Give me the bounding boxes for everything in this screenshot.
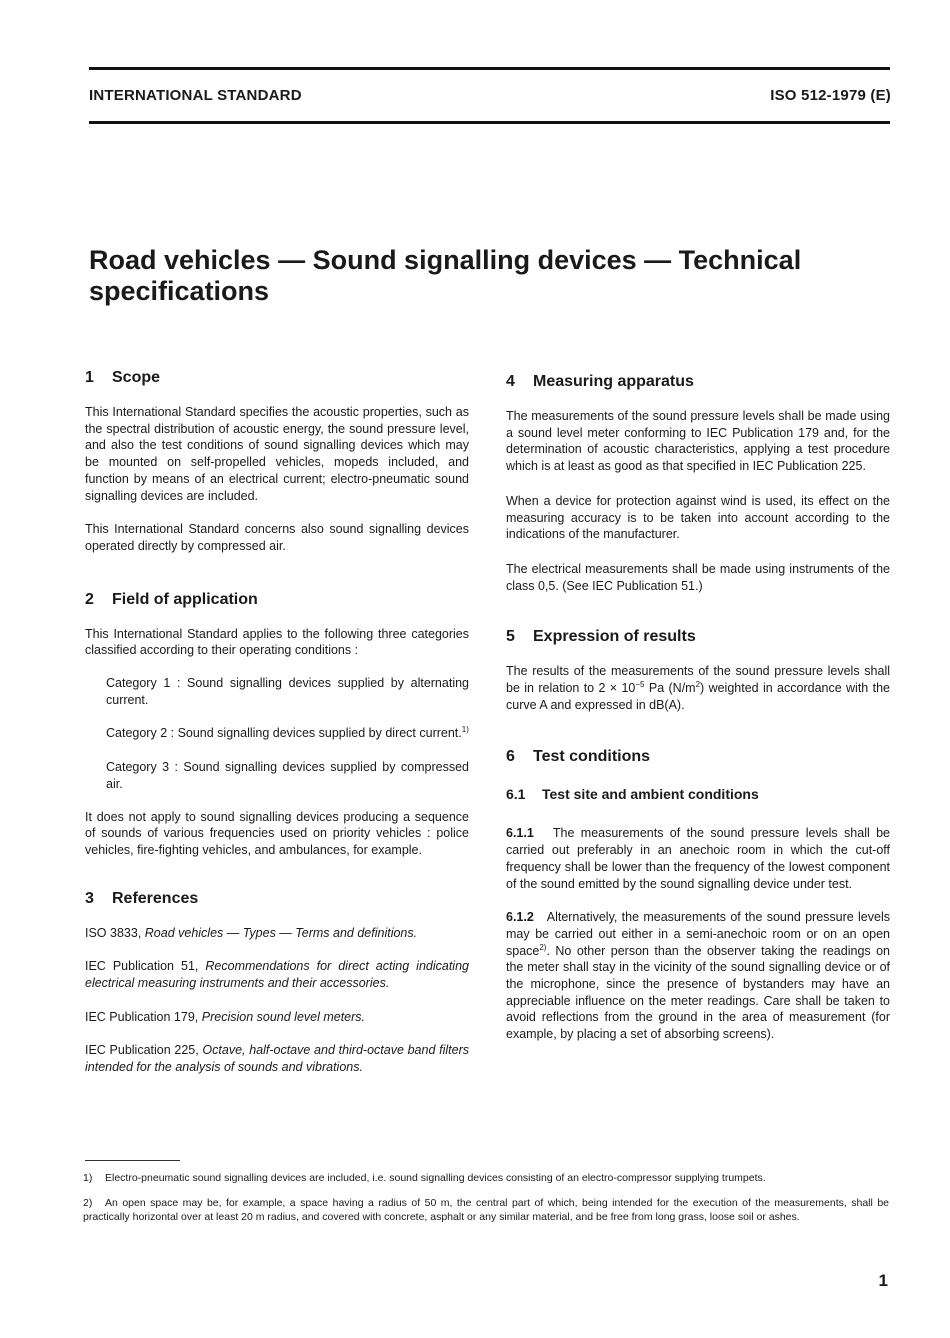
section-3-heading xyxy=(85,889,469,909)
section-6-heading xyxy=(506,747,890,767)
document-type-label: INTERNATIONAL STANDARD xyxy=(89,87,302,104)
category-2-text: Category 2 : Sound signalling devices supplied by direct current. xyxy=(106,726,462,741)
section-title: Field of application xyxy=(112,590,258,608)
apparatus-paragraph-3: The electrical measurements shall be made using instruments of the class 0,5. (See IEC Publication 51.) xyxy=(506,561,890,593)
section-1-heading xyxy=(85,368,469,388)
document-title: Road vehicles — Sound signalling devices — Technical specifications xyxy=(89,245,802,306)
section-title: Expression of results xyxy=(533,628,696,646)
reference-iec-225: IEC Publication 225, Octave, half-octave and third-octave band filters intended for the analysis of sounds and vibrations. xyxy=(85,1043,469,1075)
field-intro: This International Standard applies to the following three categories classified according to their operating conditions : xyxy=(85,626,469,658)
category-1: Category 1 : Sound signalling devices supplied by alternating current. xyxy=(106,676,469,707)
category-2 xyxy=(85,725,469,742)
footnote-ref-2: 2) xyxy=(539,942,547,952)
section-number: 2 xyxy=(85,590,94,608)
right-column xyxy=(506,372,890,1043)
clause-number: 6.1.2 xyxy=(506,910,534,925)
section-number: 4 xyxy=(506,373,515,390)
reference-iec-179: IEC Publication 179, Precision sound level meters. xyxy=(85,1009,366,1024)
left-column xyxy=(85,368,469,1076)
footnote-1: 1) Electro-pneumatic sound signalling devices are included, i.e. sound signalling devices consisting of an electro-compressor supplying trumpets. xyxy=(83,1172,766,1184)
section-number: 1 xyxy=(85,369,94,386)
section-title: Test conditions xyxy=(533,748,651,766)
apparatus-paragraph-2: When a device for protection against wind is used, its effect on the measuring accuracy is to be taken into account according to the indications of the manufacturer. xyxy=(506,493,890,542)
page-number: 1 xyxy=(878,1271,888,1290)
clause-number: 6.1.1 xyxy=(506,826,534,841)
subsection-title: Test site and ambient conditions xyxy=(542,786,759,803)
scope-paragraph-1: This International Standard specifies the acoustic properties, such as the spectral distribution of acoustic energy, the sound pressure level, and also the test conditions of sound signalling devices which may be mounted on self-propelled vehicles, mopeds included, and function by means of an electrical current; electro-pneumatic sound signalling devices are included. xyxy=(85,405,469,503)
header-rule-top xyxy=(89,67,890,70)
apparatus-paragraph-1: The measurements of the sound pressure levels shall be made using a sound level meter conforming to IEC Publication 179 and, for the determination of acoustic characteristics, applying a test procedure which is at least as good as that specified in IEC Publication 225. xyxy=(506,409,890,474)
scope-paragraph-2: This International Standard concerns also sound signalling devices operated directly by compressed air. xyxy=(85,522,469,553)
field-exclusion: It does not apply to sound signalling devices producing a sequence of sounds of various frequencies used on priority vehicles : police vehicles, fire-fighting vehicles, and ambulances, for example. xyxy=(85,809,469,857)
section-number: 3 xyxy=(85,889,94,907)
section-number: 5 xyxy=(506,628,515,646)
section-title: Scope xyxy=(112,369,161,386)
subsection-number: 6.1 xyxy=(506,786,526,803)
results-paragraph: The results of the measurements of the sound pressure levels shall be in relation to $2 \times 10^{-5}$ Pa $(N/m^2)$ weighted in accordance with the curve A and expressed in dB(A). xyxy=(506,664,890,712)
footnote-ref-1: 1) xyxy=(461,725,469,735)
section-title: Measuring apparatus xyxy=(533,373,694,390)
clause-6-1-2: 6.1.2 Alternatively, the measurements of the sound pressure levels may be carried out either in a semi-anechoic room or on an open space$^{2)}$. No other person than the observer taking the readings on the meter shall stay in the vicinity of the sound signalling device or of the microphone, since the presence of bystanders may have an appreciable influence on the meter readings. Care shall be taken to avoid reflections from the ground in the area of measurement (for example, by placing a set of absorbing screens). xyxy=(506,910,890,1042)
section-5-heading xyxy=(506,627,890,647)
section-title: References xyxy=(112,889,199,907)
section-2-heading xyxy=(85,590,469,610)
section-4-heading xyxy=(506,372,890,392)
category-3: Category 3 : Sound signalling devices supplied by compressed air. xyxy=(106,760,469,791)
footnote-2: 2) An open space may be, for example, a space having a radius of 50 m, the central part of which, being intended for the execution of the measurements, shall be practically horizontal over at least 20 m radius, and covered with concrete, asphalt or any similar material, and be free from long grass, loose soil or ashes. xyxy=(83,1197,889,1223)
section-number: 6 xyxy=(506,748,515,766)
reference-iec-51: IEC Publication 51, Recommendations for direct acting indicating electrical measuring instruments and their accessories. xyxy=(85,959,469,991)
clause-6-1-1: 6.1.1 The measurements of the sound pressure levels shall be carried out preferably in an anechoic room in which the cut-off frequency shall be lower than the frequency of the lowest component of the sound emitted by the sound signalling device under test. xyxy=(506,826,891,891)
reference-iso-3833: ISO 3833, Road vehicles — Types — Terms and definitions. xyxy=(85,925,418,940)
subsection-6-1-heading xyxy=(506,785,890,803)
standard-number: ISO 512-1979 (E) xyxy=(770,87,891,104)
header-rule-bottom xyxy=(89,121,890,124)
footnote-rule xyxy=(85,1160,180,1161)
